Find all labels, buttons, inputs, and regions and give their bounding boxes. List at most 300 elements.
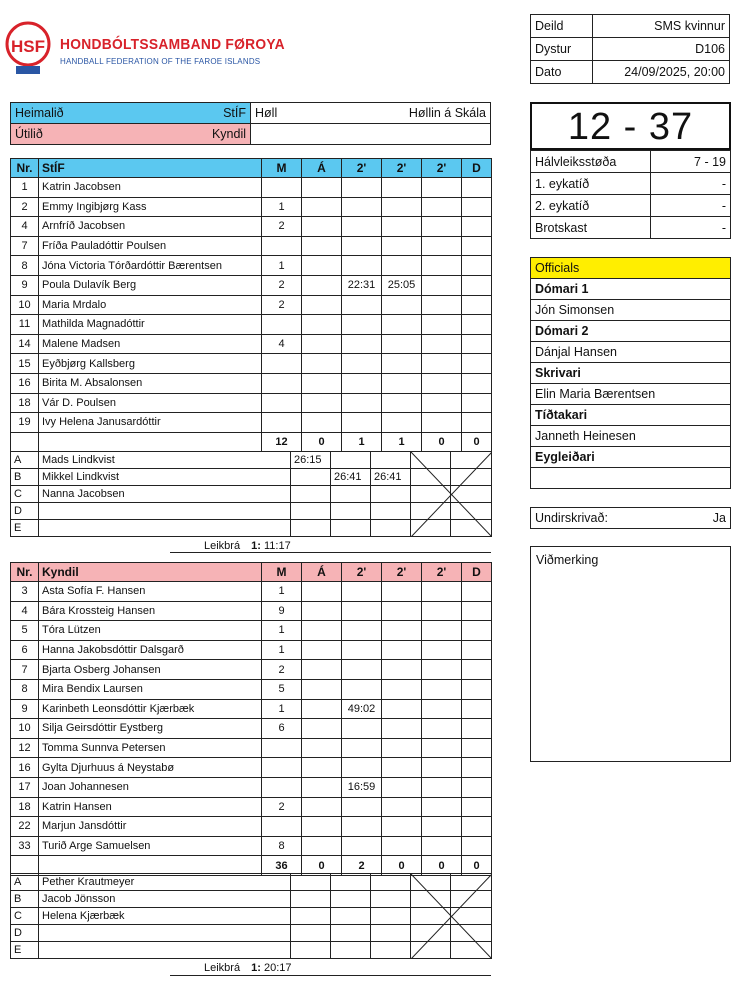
away-team-row <box>11 124 491 145</box>
header-suspension-3: 2' <box>422 563 462 582</box>
player-goals: 2 <box>262 275 302 295</box>
player-suspension-1 <box>342 217 382 237</box>
player-warning <box>302 640 342 660</box>
remarks-label: Viðmerking <box>536 553 599 567</box>
player-warning <box>302 256 342 276</box>
player-warning <box>302 601 342 621</box>
home-officials-cross <box>411 452 492 537</box>
player-disqualification <box>462 738 492 758</box>
player-suspension-2 <box>382 178 422 198</box>
player-suspension-2 <box>382 256 422 276</box>
player-goals <box>262 758 302 778</box>
team-official-name: Jacob Jönsson <box>39 891 291 908</box>
player-warning <box>302 178 342 198</box>
player-name: Vár D. Poulsen <box>39 393 262 413</box>
player-suspension-3 <box>422 738 462 758</box>
player-suspension-3 <box>422 393 462 413</box>
player-suspension-1 <box>342 719 382 739</box>
team-official-name <box>39 925 291 942</box>
player-suspension-1 <box>342 373 382 393</box>
player-disqualification <box>462 660 492 680</box>
header-warnings: Á <box>302 159 342 178</box>
team-official-warning <box>291 503 331 520</box>
player-warning <box>302 295 342 315</box>
player-goals <box>262 817 302 837</box>
player-suspension-3 <box>422 217 462 237</box>
player-number: 10 <box>11 295 39 315</box>
player-name: Mathilda Magnadóttir <box>39 315 262 335</box>
header-suspension-2: 2' <box>382 563 422 582</box>
player-suspension-2 <box>382 236 422 256</box>
player-suspension-2 <box>382 197 422 217</box>
player-name: Katrin Jacobsen <box>39 178 262 198</box>
player-warning <box>302 699 342 719</box>
player-row <box>11 236 492 256</box>
players-header-row <box>11 159 492 178</box>
player-name: Emmy Ingibjørg Kass <box>39 197 262 217</box>
player-number: 2 <box>11 197 39 217</box>
player-name: Arnfríð Jacobsen <box>39 217 262 237</box>
player-disqualification <box>462 758 492 778</box>
player-name: Bjarta Osberg Johansen <box>39 660 262 680</box>
player-row <box>11 413 492 433</box>
player-name: Marjun Jansdóttir <box>39 817 262 837</box>
empty-cell <box>251 124 491 145</box>
player-disqualification <box>462 217 492 237</box>
player-goals <box>262 178 302 198</box>
player-suspension-3 <box>422 699 462 719</box>
header-nr: Nr. <box>11 563 39 582</box>
player-suspension-2 <box>382 660 422 680</box>
header-goals: M <box>262 159 302 178</box>
official-role: Skrivari <box>531 363 731 384</box>
timeout-number: 1: <box>251 540 261 552</box>
player-suspension-2 <box>382 621 422 641</box>
timeout-time: 20:17 <box>263 962 292 974</box>
team-official-letter: C <box>11 908 39 925</box>
player-suspension-3 <box>422 354 462 374</box>
player-goals: 1 <box>262 640 302 660</box>
team-official-letter: B <box>11 469 39 486</box>
player-disqualification <box>462 197 492 217</box>
player-suspension-2 <box>382 679 422 699</box>
signature-table <box>530 507 731 529</box>
totals-blank <box>39 432 262 452</box>
player-row <box>11 817 492 837</box>
header-suspension-3: 2' <box>422 159 462 178</box>
team-official-suspension-2: 26:41 <box>371 469 411 486</box>
player-suspension-2 <box>382 373 422 393</box>
player-disqualification <box>462 621 492 641</box>
player-goals: 1 <box>262 197 302 217</box>
player-goals <box>262 393 302 413</box>
player-number: 8 <box>11 256 39 276</box>
total-s3: 0 <box>422 856 462 876</box>
team-official-name: Pether Krautmeyer <box>39 874 291 891</box>
player-goals <box>262 777 302 797</box>
team-official-suspension-2 <box>371 452 411 469</box>
player-disqualification <box>462 601 492 621</box>
player-name: Silja Geirsdóttir Eystberg <box>39 719 262 739</box>
player-row <box>11 373 492 393</box>
away-team-cell <box>11 124 251 145</box>
player-suspension-2 <box>382 817 422 837</box>
player-name: Karinbeth Leonsdóttir Kjærbæk <box>39 699 262 719</box>
player-name: Joan Johannesen <box>39 777 262 797</box>
player-row <box>11 197 492 217</box>
score-row <box>531 195 731 217</box>
score-row <box>531 151 731 173</box>
player-suspension-1 <box>342 236 382 256</box>
player-suspension-1 <box>342 178 382 198</box>
player-suspension-3 <box>422 640 462 660</box>
player-row <box>11 738 492 758</box>
player-name: Eyðbjørg Kallsberg <box>39 354 262 374</box>
player-goals <box>262 413 302 433</box>
player-name: Birita M. Absalonsen <box>39 373 262 393</box>
info-row-date <box>531 61 730 84</box>
team-official-name <box>39 520 291 537</box>
away-officials-cross <box>411 874 492 959</box>
score-details-table <box>530 150 731 239</box>
player-suspension-3 <box>422 295 462 315</box>
info-row-match <box>531 38 730 61</box>
timeout-underline <box>170 552 491 553</box>
player-suspension-2 <box>382 315 422 335</box>
player-warning <box>302 413 342 433</box>
info-value: D106 <box>593 38 730 61</box>
player-number: 11 <box>11 315 39 335</box>
official-name: Dánjal Hansen <box>531 342 731 363</box>
player-warning <box>302 621 342 641</box>
player-goals: 2 <box>262 217 302 237</box>
org-subtitle: HANDBALL FEDERATION OF THE FAROE ISLANDS <box>60 57 261 66</box>
team-official-suspension-1 <box>331 520 371 537</box>
header-warnings: Á <box>302 563 342 582</box>
player-suspension-2 <box>382 797 422 817</box>
score-value: - <box>651 195 731 217</box>
player-row <box>11 679 492 699</box>
header-team-name: Kyndil <box>39 563 262 582</box>
player-number: 5 <box>11 621 39 641</box>
player-number: 3 <box>11 582 39 602</box>
officials-header: Officials <box>531 258 731 279</box>
officials-table <box>530 257 731 489</box>
player-disqualification <box>462 256 492 276</box>
player-number: 17 <box>11 777 39 797</box>
team-official-suspension-1 <box>331 891 371 908</box>
players-header-row <box>11 563 492 582</box>
player-goals: 1 <box>262 582 302 602</box>
header-team-name: StÍF <box>39 159 262 178</box>
player-suspension-2 <box>382 334 422 354</box>
team-official-suspension-1 <box>331 874 371 891</box>
player-number: 16 <box>11 373 39 393</box>
player-number: 7 <box>11 660 39 680</box>
team-official-suspension-1 <box>331 503 371 520</box>
home-label: Heimalið <box>15 106 64 120</box>
player-suspension-1 <box>342 354 382 374</box>
player-goals: 2 <box>262 660 302 680</box>
player-warning <box>302 660 342 680</box>
team-official-warning <box>291 942 331 959</box>
player-suspension-1 <box>342 817 382 837</box>
player-number: 14 <box>11 334 39 354</box>
player-warning <box>302 334 342 354</box>
player-suspension-3 <box>422 601 462 621</box>
team-official-suspension-2 <box>371 503 411 520</box>
team-official-suspension-2 <box>371 520 411 537</box>
total-s2: 0 <box>382 856 422 876</box>
team-official-warning <box>291 469 331 486</box>
team-official-letter: A <box>11 452 39 469</box>
player-goals <box>262 236 302 256</box>
player-name: Maria Mrdalo <box>39 295 262 315</box>
player-suspension-1 <box>342 640 382 660</box>
official-role: Dómari 2 <box>531 321 731 342</box>
player-row <box>11 178 492 198</box>
total-m: 12 <box>262 432 302 452</box>
player-suspension-1 <box>342 836 382 856</box>
player-warning <box>302 817 342 837</box>
player-suspension-2: 25:05 <box>382 275 422 295</box>
player-goals <box>262 738 302 758</box>
info-value: 24/09/2025, 20:00 <box>593 61 730 84</box>
player-name: Fríða Pauladóttir Poulsen <box>39 236 262 256</box>
player-goals: 2 <box>262 797 302 817</box>
team-official-letter: E <box>11 520 39 537</box>
player-row <box>11 699 492 719</box>
player-number: 1 <box>11 178 39 198</box>
header-goals: M <box>262 563 302 582</box>
player-disqualification <box>462 393 492 413</box>
player-warning <box>302 236 342 256</box>
team-official-suspension-1: 26:41 <box>331 469 371 486</box>
player-number: 19 <box>11 413 39 433</box>
player-number: 18 <box>11 393 39 413</box>
signature-cell <box>531 508 731 529</box>
team-official-letter: D <box>11 925 39 942</box>
player-suspension-2 <box>382 836 422 856</box>
score-value: - <box>651 217 731 239</box>
home-team-name: StÍF <box>223 106 246 120</box>
team-official-warning <box>291 908 331 925</box>
player-suspension-2 <box>382 354 422 374</box>
final-score: 12 - 37 <box>530 102 731 150</box>
player-disqualification <box>462 719 492 739</box>
player-suspension-1: 49:02 <box>342 699 382 719</box>
player-suspension-1 <box>342 393 382 413</box>
away-team-name: Kyndil <box>211 127 246 141</box>
player-goals: 1 <box>262 621 302 641</box>
player-row <box>11 275 492 295</box>
team-official-name: Mads Lindkvist <box>39 452 291 469</box>
player-goals: 5 <box>262 679 302 699</box>
player-suspension-1 <box>342 660 382 680</box>
player-disqualification <box>462 373 492 393</box>
player-disqualification <box>462 582 492 602</box>
header-suspension-2: 2' <box>382 159 422 178</box>
team-official-letter: C <box>11 486 39 503</box>
player-number: 9 <box>11 699 39 719</box>
team-official-warning <box>291 486 331 503</box>
timeout-underline <box>170 975 491 976</box>
player-disqualification <box>462 275 492 295</box>
team-official-warning <box>291 520 331 537</box>
total-s3: 0 <box>422 432 462 452</box>
team-official-suspension-2 <box>371 908 411 925</box>
player-goals: 6 <box>262 719 302 739</box>
player-warning <box>302 217 342 237</box>
official-role: Tíðtakari <box>531 405 731 426</box>
hall-name: Høllin á Skála <box>408 106 486 120</box>
player-warning <box>302 275 342 295</box>
player-warning <box>302 777 342 797</box>
player-suspension-3 <box>422 621 462 641</box>
team-official-name: Mikkel Lindkvist <box>39 469 291 486</box>
hsf-logo <box>4 20 52 76</box>
team-official-letter: D <box>11 503 39 520</box>
player-suspension-2 <box>382 719 422 739</box>
team-official-warning <box>291 925 331 942</box>
player-row <box>11 640 492 660</box>
team-official-letter: A <box>11 874 39 891</box>
player-row <box>11 354 492 374</box>
home-team-cell <box>11 103 251 124</box>
player-suspension-3 <box>422 373 462 393</box>
away-players-table <box>10 562 492 876</box>
score-label: 2. eykatíð <box>531 195 651 217</box>
team-official-suspension-2 <box>371 874 411 891</box>
total-d: 0 <box>462 432 492 452</box>
player-name: Poula Dulavík Berg <box>39 275 262 295</box>
timeout-label: Leikbrá <box>204 962 241 974</box>
info-label: Deild <box>531 15 593 38</box>
player-suspension-1 <box>342 295 382 315</box>
player-warning <box>302 797 342 817</box>
player-goals: 1 <box>262 256 302 276</box>
player-suspension-1: 16:59 <box>342 777 382 797</box>
player-suspension-1 <box>342 256 382 276</box>
timeout-number: 1: <box>251 962 261 974</box>
player-warning <box>302 354 342 374</box>
player-warning <box>302 758 342 778</box>
player-disqualification <box>462 295 492 315</box>
score-value: - <box>651 173 731 195</box>
player-goals: 2 <box>262 295 302 315</box>
player-goals: 8 <box>262 836 302 856</box>
team-official-suspension-1 <box>331 486 371 503</box>
player-suspension-1: 22:31 <box>342 275 382 295</box>
player-goals: 4 <box>262 334 302 354</box>
player-warning <box>302 719 342 739</box>
player-number: 6 <box>11 640 39 660</box>
header-disqualification: D <box>462 159 492 178</box>
header-disqualification: D <box>462 563 492 582</box>
player-number: 18 <box>11 797 39 817</box>
team-official-suspension-2 <box>371 486 411 503</box>
player-name: Bára Krossteig Hansen <box>39 601 262 621</box>
player-suspension-2 <box>382 217 422 237</box>
team-official-suspension-1 <box>331 942 371 959</box>
home-team-row <box>11 103 491 124</box>
player-suspension-3 <box>422 777 462 797</box>
score-label: 1. eykatíð <box>531 173 651 195</box>
info-value: SMS kvinnur <box>593 15 730 38</box>
player-disqualification <box>462 354 492 374</box>
team-official-suspension-1 <box>331 908 371 925</box>
player-suspension-2 <box>382 582 422 602</box>
player-suspension-3 <box>422 719 462 739</box>
away-label: Útilið <box>15 127 43 141</box>
logo-text: HSF <box>11 37 45 56</box>
team-official-suspension-2 <box>371 891 411 908</box>
team-official-name <box>39 503 291 520</box>
player-goals <box>262 315 302 335</box>
player-row <box>11 777 492 797</box>
player-suspension-1 <box>342 758 382 778</box>
timeout-label: Leikbrá <box>204 540 241 552</box>
player-disqualification <box>462 836 492 856</box>
signature-value: Ja <box>712 511 726 525</box>
player-name: Turið Arge Samuelsen <box>39 836 262 856</box>
player-goals: 9 <box>262 601 302 621</box>
player-disqualification <box>462 679 492 699</box>
player-suspension-3 <box>422 582 462 602</box>
total-a: 0 <box>302 856 342 876</box>
player-row <box>11 660 492 680</box>
player-warning <box>302 679 342 699</box>
timeout-time: 11:17 <box>263 540 291 552</box>
official-name <box>531 468 731 489</box>
player-name: Gylta Djurhuus á Neystabø <box>39 758 262 778</box>
info-row-division <box>531 15 730 38</box>
player-number: 16 <box>11 758 39 778</box>
player-number: 15 <box>11 354 39 374</box>
official-name: Elin Maria Bærentsen <box>531 384 731 405</box>
player-row <box>11 621 492 641</box>
remarks-box <box>530 546 731 762</box>
player-name: Ivy Helena Janusardóttir <box>39 413 262 433</box>
player-warning <box>302 393 342 413</box>
player-goals <box>262 373 302 393</box>
player-warning <box>302 197 342 217</box>
player-warning <box>302 836 342 856</box>
player-suspension-1 <box>342 621 382 641</box>
player-suspension-3 <box>422 197 462 217</box>
player-suspension-1 <box>342 197 382 217</box>
total-s1: 1 <box>342 432 382 452</box>
player-suspension-2 <box>382 640 422 660</box>
official-role: Eygleiðari <box>531 447 731 468</box>
player-warning <box>302 582 342 602</box>
match-info-table <box>530 14 730 84</box>
player-suspension-2 <box>382 699 422 719</box>
team-official-warning: 26:15 <box>291 452 331 469</box>
player-suspension-3 <box>422 315 462 335</box>
player-warning <box>302 373 342 393</box>
player-suspension-1 <box>342 315 382 335</box>
hall-cell <box>251 103 491 124</box>
player-name: Mira Bendix Laursen <box>39 679 262 699</box>
player-suspension-2 <box>382 413 422 433</box>
player-row <box>11 797 492 817</box>
player-number: 9 <box>11 275 39 295</box>
home-players-table <box>10 158 492 452</box>
player-disqualification <box>462 699 492 719</box>
header-suspension-1: 2' <box>342 159 382 178</box>
player-number: 10 <box>11 719 39 739</box>
